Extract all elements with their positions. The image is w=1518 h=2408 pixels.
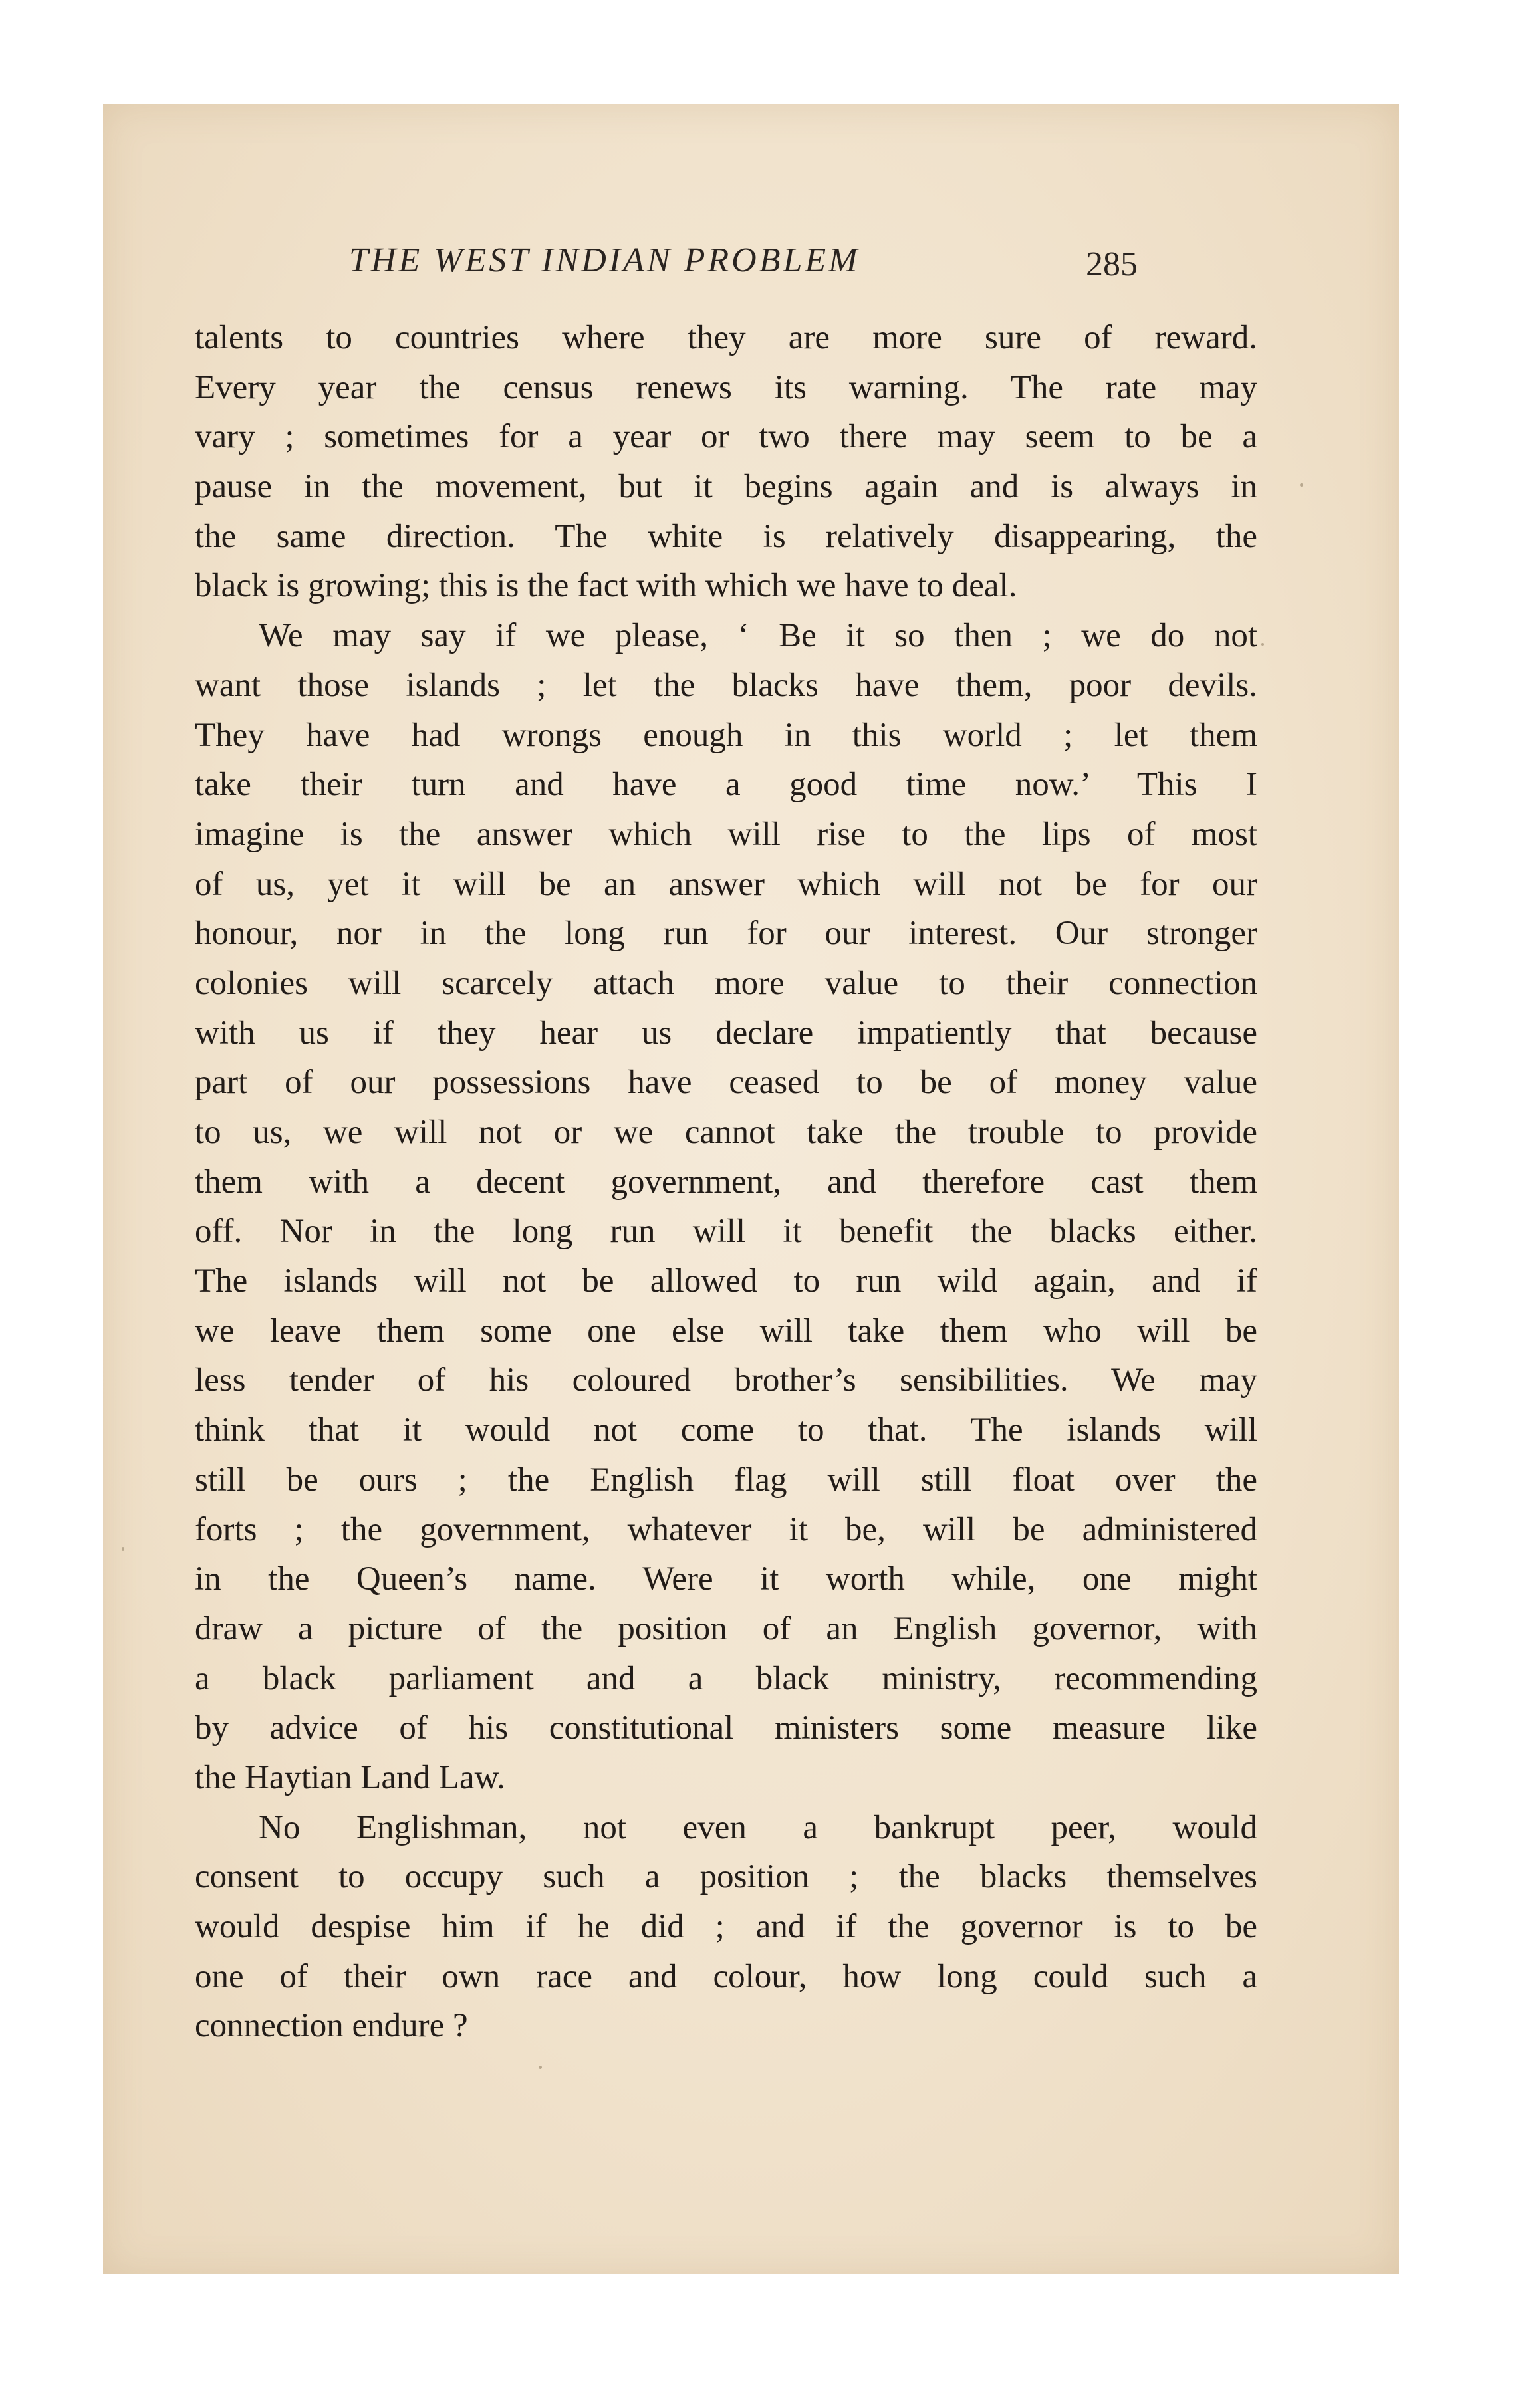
text-line: We may say if we please, ‘ Be it so then ; we do not xyxy=(259,617,1257,655)
paper-speck xyxy=(122,1547,124,1551)
text-line: colonies will scarcely attach more value to their connection xyxy=(195,964,1257,1002)
text-line: draw a picture of the position of an English governor, with xyxy=(195,1610,1257,1647)
text-line: vary ; sometimes for a year or two there may seem to be a xyxy=(195,418,1257,456)
text-line: less tender of his coloured brother’s sensibilities. We may xyxy=(195,1362,1257,1399)
text-line: imagine is the answer which will rise to the lips of most xyxy=(195,815,1257,853)
text-line: pause in the movement, but it begins again and is always in xyxy=(195,468,1257,506)
book-page xyxy=(103,104,1399,2274)
text-line: still be ours ; the English flag will still float over the xyxy=(195,1461,1257,1499)
text-line: think that it would not come to that. The islands will xyxy=(195,1411,1257,1449)
text-line: take their turn and have a good time now.’ This I xyxy=(195,766,1257,804)
text-line: Every year the census renews its warning. The rate may xyxy=(195,368,1257,406)
text-line: would despise him if he did ; and if the governor is to be xyxy=(195,1908,1257,1945)
text-line: want those islands ; let the blacks have them, poor devils. xyxy=(195,666,1257,704)
text-line: talents to countries where they are more sure of reward. xyxy=(195,319,1257,356)
page-header xyxy=(103,241,1399,294)
paper-speck xyxy=(1261,643,1264,646)
text-line: They have had wrongs enough in this world ; let them xyxy=(195,716,1257,754)
text-line: the Haytian Land Law. xyxy=(195,1758,505,1796)
text-line: off. Nor in the long run will it benefit the blacks either. xyxy=(195,1213,1257,1251)
text-line: with us if they hear us declare impatiently that because xyxy=(195,1014,1257,1052)
text-line: connection endure ? xyxy=(195,2007,468,2045)
text-line: No Englishman, not even a bankrupt peer, would xyxy=(259,1808,1257,1846)
text-line: part of our possessions have ceased to be of money value xyxy=(195,1064,1257,1102)
page-number: 285 xyxy=(1086,245,1138,283)
running-title: THE WEST INDIAN PROBLEM xyxy=(349,241,860,279)
text-line: black is growing; this is the fact with which we have to deal. xyxy=(195,567,1017,605)
text-line: forts ; the government, whatever it be, will be administered xyxy=(195,1510,1257,1548)
paper-speck xyxy=(1300,483,1303,487)
text-line: the same direction. The white is relatively disappearing, the xyxy=(195,517,1257,555)
text-line: a black parliament and a black ministry, recommending xyxy=(195,1659,1257,1697)
text-line: in the Queen’s name. Were it worth while, one might xyxy=(195,1560,1257,1598)
text-line: consent to occupy such a position ; the blacks themselves xyxy=(195,1858,1257,1896)
text-line: honour, nor in the long run for our interest. Our stronger xyxy=(195,915,1257,953)
text-line: them with a decent government, and therefore cast them xyxy=(195,1163,1257,1201)
paper-speck xyxy=(539,2066,542,2069)
body-text xyxy=(195,313,1257,2051)
text-line: The islands will not be allowed to run wild again, and if xyxy=(195,1263,1257,1300)
text-line: we leave them some one else will take them who will be xyxy=(195,1312,1257,1350)
text-line: by advice of his constitutional ministers some measure like xyxy=(195,1709,1257,1747)
text-line: one of their own race and colour, how long could such a xyxy=(195,1957,1257,1995)
text-line: to us, we will not or we cannot take the trouble to provide xyxy=(195,1114,1257,1151)
text-line: of us, yet it will be an answer which will not be for our xyxy=(195,865,1257,903)
